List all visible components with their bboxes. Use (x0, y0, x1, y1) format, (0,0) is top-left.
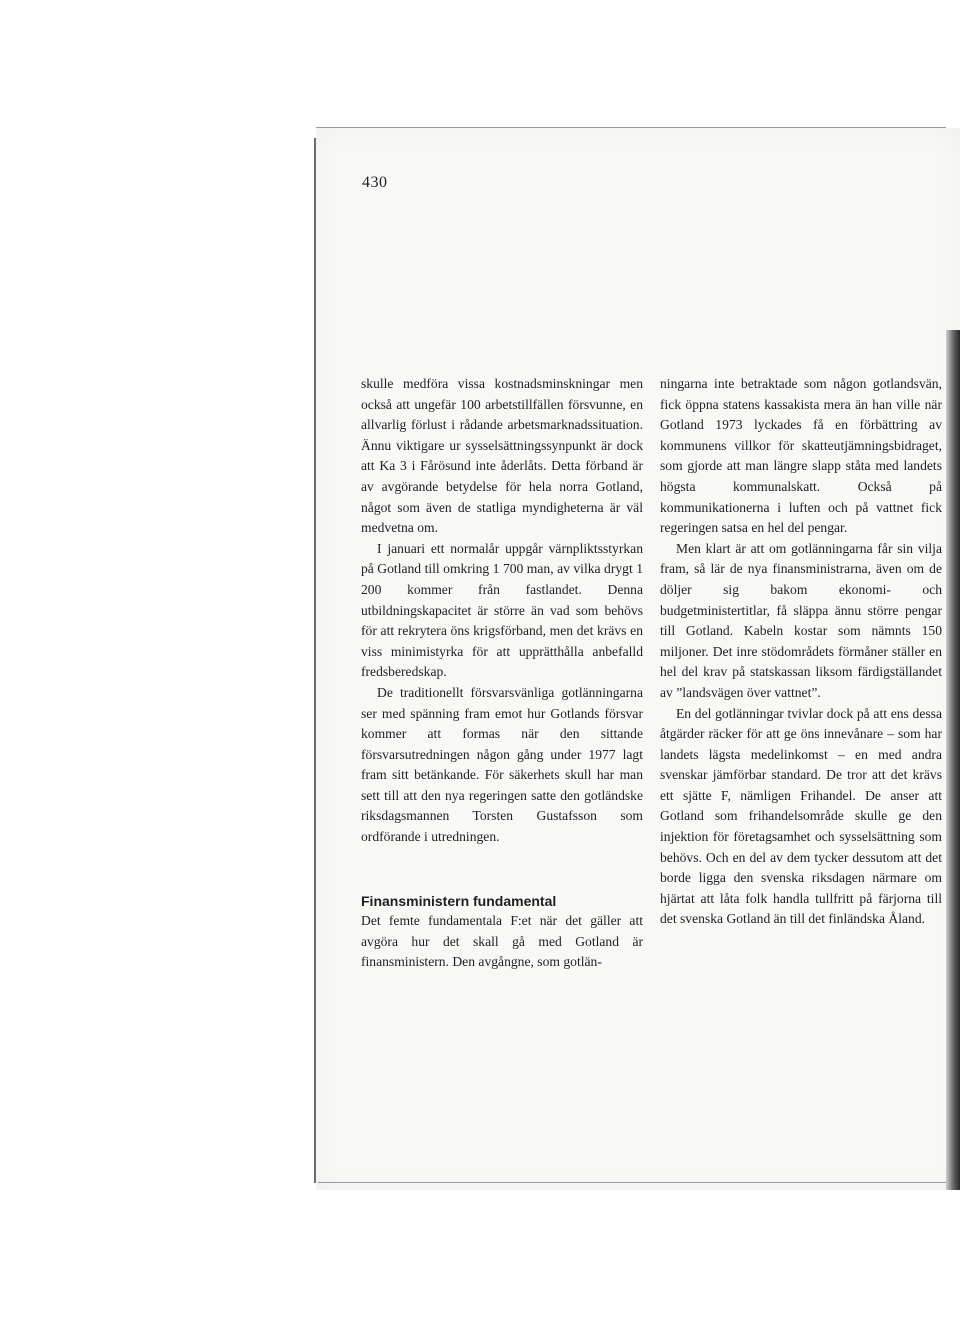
left-column (361, 374, 643, 973)
page-edge-bottom (318, 1182, 946, 1183)
section-subheading: Finansministern fundamental (361, 892, 557, 909)
left-paragraph-4: Det femte fundamentala F:et när det gäller att avgöra hur det skall gå med Gotland är finansministern. Den avgångne, som gotlän- (361, 913, 643, 970)
page-edge-right-shadow (946, 330, 960, 1190)
right-column (660, 374, 942, 930)
left-paragraph-1: skulle medföra vissa kostnadsminskningar men också att ungefär 100 arbetstillfällen försvunne, en allvarlig förlust i rådande arbetsmarknadssituation. Ännu viktigare ur sysselsättningssynpunkt är dock att Ka 3 i Fårösund inte åderlåts. Detta förband är av avgörande betydelse för hela norra Gotland, något som även de statliga myndigheterna är väl medvetna om. (361, 376, 643, 536)
right-paragraph-2: Men klart är att om gotlänningarna får sin vilja fram, så lär de nya finansministrarna, även om de döljer sig bakom ekonomi- och budgetministertitlar, få släppa ännu större pengar till Gotland. Kabeln kostar som nämnts 150 miljoner. Det inre stödområdets förmåner ställer en hel del krav på statskassan liksom färdigställandet av ”landsvägen över vattnet”. (660, 540, 942, 700)
page-edge-top (316, 127, 946, 128)
left-paragraph-2: I januari ett normalår uppgår värnpliktsstyrkan på Gotland till omkring 1 700 man, av vilka drygt 1 200 kommer från fastlandet. Denna utbildningskapacitet är större än vad som behövs för att rekrytera öns krigsförband, men det krävs en viss minimistyrka för att upprätthålla anbefalld fredsberedskap. (361, 540, 643, 680)
right-paragraph-1: ningarna inte betraktade som någon gotlandsvän, fick öppna statens kassakista mera än han ville när Gotland 1973 lyckades få en förbättring av kommunens villkor för skatteutjämningsbidraget, som gjorde att man längre slapp ståta med landets högsta kommunalskatt. Också på kommunikationerna i luften och på vattnet fick regeringen satsa en hel del pengar. (660, 376, 942, 536)
page-edge-left (314, 138, 316, 1183)
left-paragraph-3: De traditionellt försvarsvänliga gotlänningarna ser med spänning fram emot hur Gotlands försvar kommer att formas när den sittande försvarsutredningen någon gång under 1977 lagt fram sitt betänkande. För säkerhets skull har man sett till att den nya regeringen satte den gotländske riksdagsmannen Torsten Gustafsson som ordförande i utredningen. (361, 684, 643, 845)
right-paragraph-3: En del gotlänningar tvivlar dock på att ens dessa åtgärder räcker för att ge öns innevånare – som har landets lägsta medelinkomst – en med andra svenskar jämförbar standard. De tror att det krävs ett sjätte F, nämligen Frihandel. De anser att Gotland som frihandelsområde skulle ge den injektion för företagsamhet och sysselsättning som behövs. Och en del av dem tycker dessutom att det borde ligga den svenska riksdagen närmare om hjärtat att låta folk handla tullfritt på färjorna till det svenska Gotland än till det finländska Åland. (660, 705, 942, 927)
page-number: 430 (362, 174, 388, 191)
